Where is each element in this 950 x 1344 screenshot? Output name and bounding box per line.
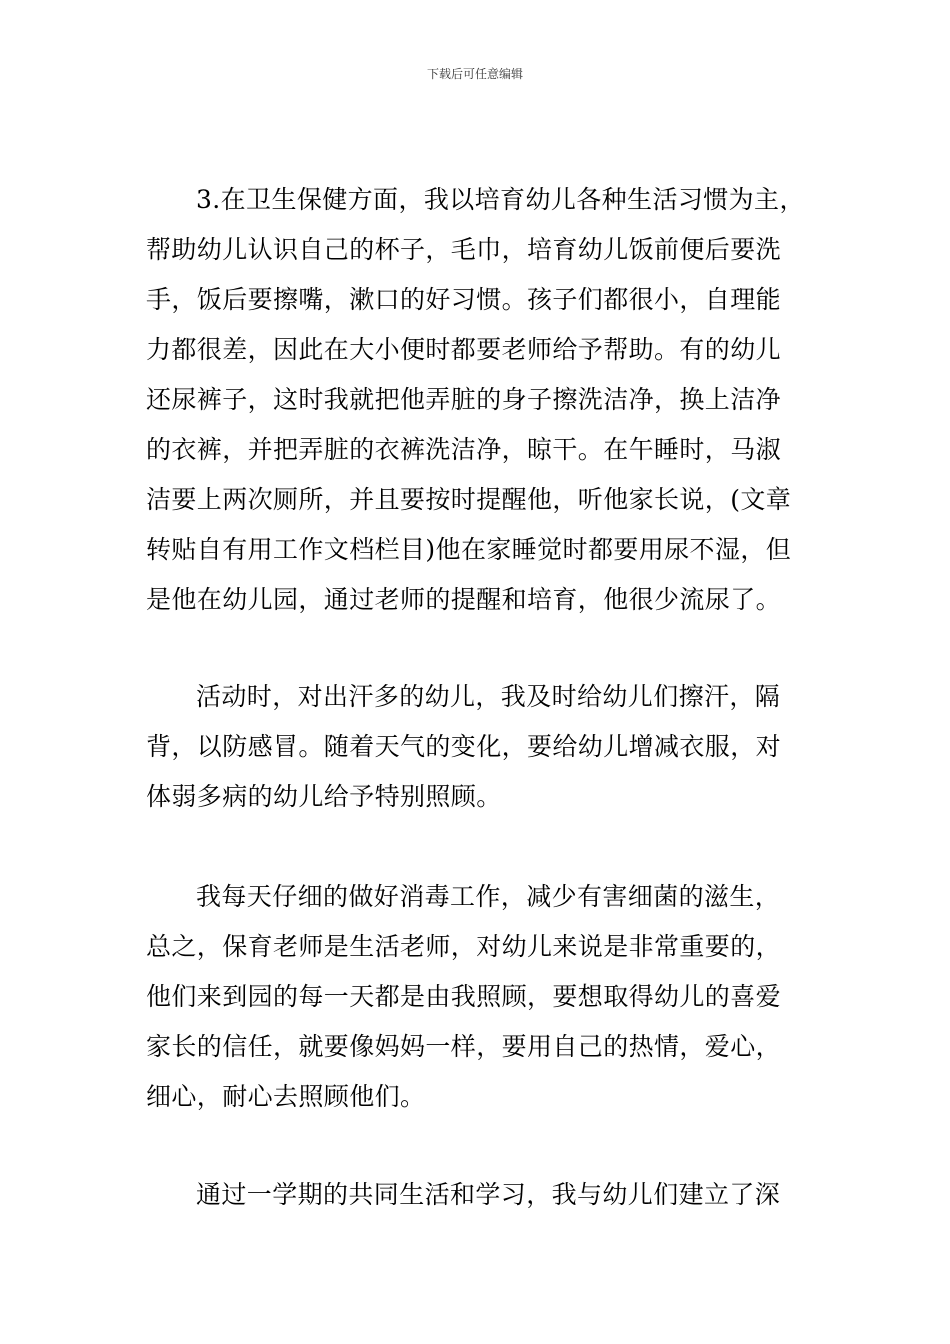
paragraph-1-line-4: 力都很差，因此在大小便时都要老师给予帮助。有的幼儿 <box>146 335 782 364</box>
paragraph-1-line-7: 洁要上两次厕所，并且要按时提醒他，听他家长说，(文章 <box>146 485 792 514</box>
paragraph-3-line-2: 总之，保育老师是生活老师，对幼儿来说是非常重要的， <box>146 932 782 961</box>
paragraph-4-line-1: 通过一学期的共同生活和学习，我与幼儿们建立了深 <box>196 1180 781 1209</box>
paragraph-2-line-3: 体弱多病的幼儿给予特别照顾。 <box>146 782 502 811</box>
paragraph-1-line-8: 转贴自有用工作文档栏目)他在家睡觉时都要用尿不湿，但 <box>146 535 792 564</box>
paragraph-1-line-1: 3.在卫生保健方面，我以培育幼儿各种生活习惯为主， <box>196 185 805 214</box>
paragraph-1-line-2: 帮助幼儿认识自己的杯子，毛巾，培育幼儿饭前便后要洗 <box>146 235 782 264</box>
paragraph-3-line-5: 细心，耐心去照顾他们。 <box>146 1082 426 1111</box>
paragraph-1-line-3: 手，饭后要擦嘴，漱口的好习惯。孩子们都很小，自理能 <box>146 285 782 314</box>
paragraph-2-line-1: 活动时，对出汗多的幼儿，我及时给幼儿们擦汗，隔 <box>196 682 781 711</box>
paragraph-3-line-4: 家长的信任，就要像妈妈一样，要用自己的热情，爱心， <box>146 1032 782 1061</box>
paragraph-3-line-3: 他们来到园的每一天都是由我照顾，要想取得幼儿的喜爱 <box>146 982 782 1011</box>
paragraph-3-line-1: 我每天仔细的做好消毒工作，减少有害细菌的滋生， <box>196 882 781 911</box>
page-header: 下载后可任意编辑 <box>426 67 523 81</box>
paragraph-1-line-9: 是他在幼儿园，通过老师的提醒和培育，他很少流尿了。 <box>146 585 782 614</box>
paragraph-1-line-5: 还尿裤子，这时我就把他弄脏的身子擦洗洁净，换上洁净 <box>146 385 782 414</box>
paragraph-2-line-2: 背，以防感冒。随着天气的变化，要给幼儿增减衣服，对 <box>146 732 782 761</box>
paragraph-1-line-6: 的衣裤，并把弄脏的衣裤洗洁净，晾干。在午睡时，马淑 <box>146 435 782 464</box>
